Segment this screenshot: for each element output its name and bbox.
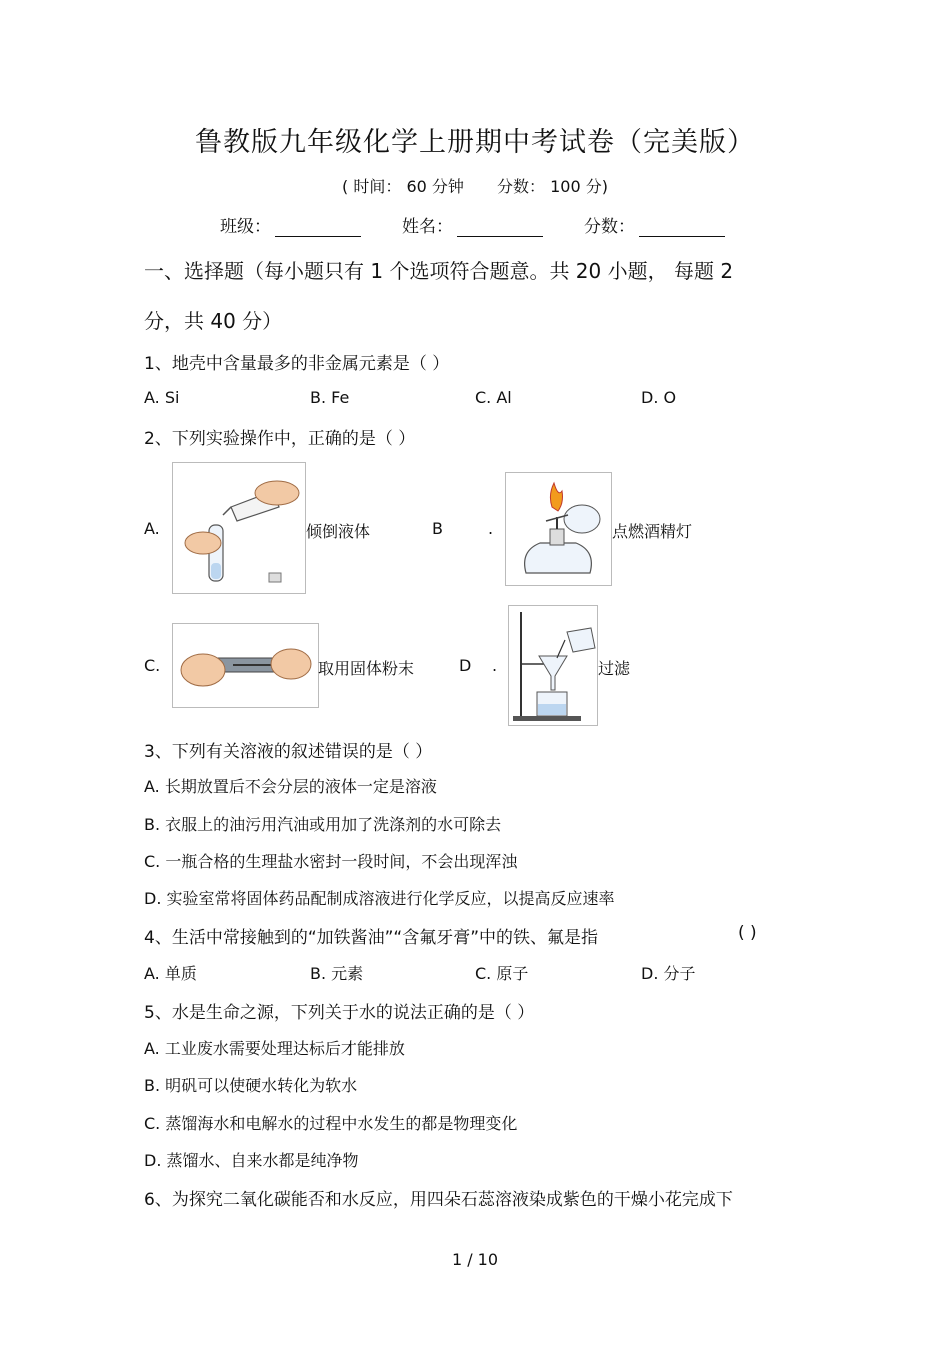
q2-option-c-caption: 取用固体粉末: [318, 659, 415, 678]
q4-option-d[interactable]: D. 分子: [641, 964, 696, 983]
q2-option-b-caption: 点燃酒精灯: [612, 522, 693, 541]
q3-option-b[interactable]: B. 衣服上的油污用汽油或用加了洗涤剂的水可除去: [144, 815, 502, 834]
q2-option-d-dot: .: [492, 656, 498, 675]
filtration-image: [508, 605, 598, 726]
class-field: [220, 212, 361, 237]
question-5: 5、水是生命之源，下列关于水的说法正确的是（ ）: [144, 1003, 535, 1023]
question-1: 1、地壳中含量最多的非金属元素是（ ）: [144, 354, 450, 374]
score-blank[interactable]: [639, 220, 725, 237]
class-blank[interactable]: [275, 220, 361, 237]
name-blank[interactable]: [457, 220, 543, 237]
q1-option-a[interactable]: A. Si: [144, 388, 180, 407]
question-3: 3、下列有关溶液的叙述错误的是（ ）: [144, 742, 433, 762]
page-title: 鲁教版九年级化学上册期中考试卷（完美版）: [195, 127, 755, 158]
score-field: [584, 212, 725, 237]
section-heading-line2: 分，共 40 分）: [144, 309, 283, 333]
q2-option-c-letter[interactable]: C.: [144, 656, 161, 675]
question-2: 2、下列实验操作中，正确的是（ ）: [144, 429, 416, 449]
q2-option-a-letter[interactable]: A.: [144, 519, 160, 538]
name-label: 姓名：: [402, 217, 453, 237]
question-6: 6、为探究二氧化碳能否和水反应，用四朵石蕊溶液染成紫色的干燥小花完成下: [144, 1190, 733, 1210]
q1-option-c[interactable]: C. Al: [475, 388, 512, 407]
q1-option-b[interactable]: B. Fe: [310, 388, 350, 407]
q2-option-d-letter[interactable]: D: [459, 656, 472, 675]
q2-option-b-letter[interactable]: B: [432, 519, 443, 538]
q1-option-d[interactable]: D. O: [641, 388, 677, 407]
score-label: 分数：: [584, 217, 635, 237]
pouring-liquid-image: [172, 462, 306, 594]
q2-option-d-caption: 过滤: [598, 659, 631, 678]
section-heading-line1: 一、选择题（每小题只有 1 个选项符合题意。共 20 小题， 每题 2: [144, 259, 734, 283]
exam-meta: [0, 174, 950, 197]
question-4-answer-paren: ( ): [738, 923, 757, 943]
q3-option-d[interactable]: D. 实验室常将固体药品配制成溶液进行化学反应，以提高反应速率: [144, 889, 615, 908]
lighting-alcohol-lamp-image: [505, 472, 612, 586]
name-field: [402, 212, 543, 237]
q2-option-a-caption: 倾倒液体: [306, 522, 371, 541]
q4-option-a[interactable]: A. 单质: [144, 964, 197, 983]
q4-option-b[interactable]: B. 元素: [310, 964, 364, 983]
taking-solid-powder-image: [172, 623, 319, 708]
q3-option-c[interactable]: C. 一瓶合格的生理盐水密封一段时间，不会出现浑浊: [144, 852, 518, 871]
q3-option-a[interactable]: A. 长期放置后不会分层的液体一定是溶液: [144, 777, 437, 796]
time-info: ( 时间： 60 分钟: [342, 177, 464, 196]
class-label: 班级：: [220, 217, 271, 237]
score-info: 分数： 100 分): [497, 177, 608, 196]
question-4: 4、生活中常接触到的“加铁酱油”“含氟牙膏”中的铁、氟是指: [144, 928, 599, 948]
q5-option-d[interactable]: D. 蒸馏水、自来水都是纯净物: [144, 1151, 359, 1170]
q2-option-b-dot: .: [488, 519, 494, 538]
page-number: 1 / 10: [451, 1250, 499, 1269]
q5-option-c[interactable]: C. 蒸馏海水和电解水的过程中水发生的都是物理变化: [144, 1114, 518, 1133]
q4-option-c[interactable]: C. 原子: [475, 964, 529, 983]
q5-option-b[interactable]: B. 明矾可以使硬水转化为软水: [144, 1076, 358, 1095]
q5-option-a[interactable]: A. 工业废水需要处理达标后才能排放: [144, 1039, 405, 1058]
